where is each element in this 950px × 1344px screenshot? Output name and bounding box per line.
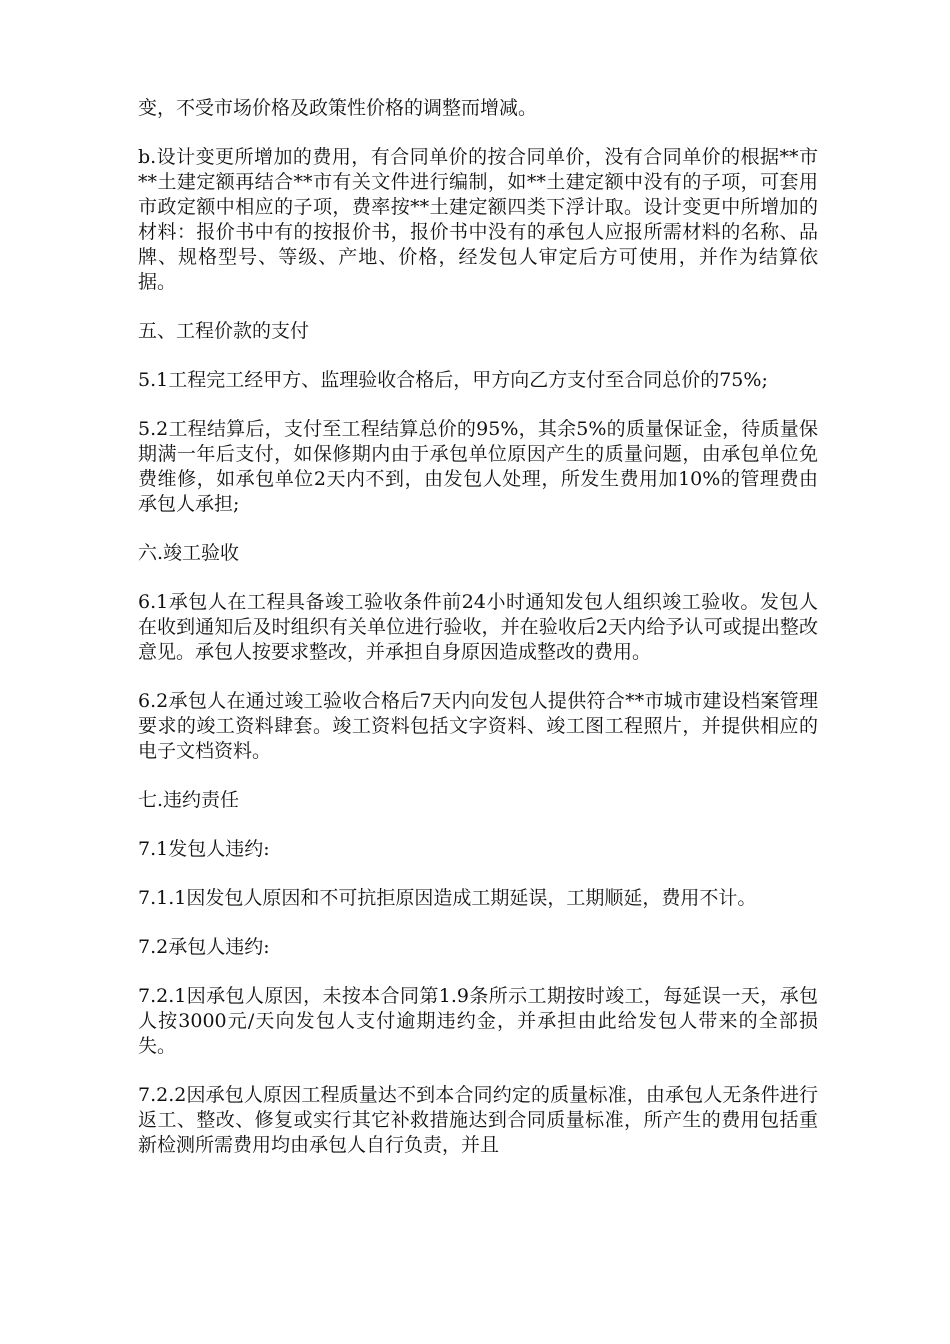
paragraph-clause-7-1-1: 7.1.1因发包人原因和不可抗拒原因造成工期延误，工期顺延，费用不计。 (138, 887, 757, 909)
section-heading-liability: 七.违约责任 (138, 789, 240, 811)
paragraph-clause-7-2-1: 7.2.1因承包人原因，未按本合同第1.9条所示工期按时竣工，每延误一天，承包人按3000元/天向发包人支付逾期违约金，并承担由此给发包人带来的全部损失。 (138, 985, 818, 1057)
paragraph-clause-5-1: 5.1工程完工经甲方、监理验收合格后，甲方向乙方支付至合同总价的75%; (138, 369, 768, 391)
section-heading-payment: 五、工程价款的支付 (138, 320, 310, 342)
paragraph-clause-7-1: 7.1发包人违约: (138, 838, 270, 860)
section-heading-acceptance: 六.竣工验收 (138, 542, 240, 564)
paragraph-clause-6-1: 6.1承包人在工程具备竣工验收条件前24小时通知发包人组织竣工验收。发包人在收到通知后及时组织有关单位进行验收，并在验收后2天内给予认可或提出整改意见。承包人按要求整改，并承担自身原因造成整改的费用。 (138, 591, 818, 663)
document-page (138, 96, 818, 1182)
paragraph-price-adjustment: 变，不受市场价格及政策性价格的调整而增减。 (138, 97, 538, 119)
paragraph-clause-6-2: 6.2承包人在通过竣工验收合格后7天内向发包人提供符合**市城市建设档案管理要求的竣工资料肆套。竣工资料包括文字资料、竣工图工程照片，并提供相应的电子文档资料。 (138, 690, 818, 762)
paragraph-clause-7-2-2: 7.2.2因承包人原因工程质量达不到本合同约定的质量标准，由承包人无条件进行返工、整改、修复或实行其它补救措施达到合同质量标准，所产生的费用包括重新检测所需费用均由承包人自行负责，并且 (138, 1084, 818, 1156)
paragraph-design-change-costs: b.设计变更所增加的费用，有合同单价的按合同单价，没有合同单价的根据**市**土建定额再结合**市有关文件进行编制，如**土建定额中没有的子项，可套用市政定额中相应的子项，费率按**土建定额四类下浮计取。设计变更中所增加的材料：报价书中有的按报价书，报价书中没有的承包人应报所需材料的名称、品牌、规格型号、等级、产地、价格，经发包人审定后方可使用，并作为结算依据。 (138, 146, 818, 293)
paragraph-clause-7-2: 7.2承包人违约: (138, 936, 270, 958)
paragraph-clause-5-2: 5.2工程结算后，支付至工程结算总价的95%，其余5%的质量保证金，待质量保期满一年后支付，如保修期内由于承包单位原因产生的质量问题，由承包单位免费维修，如承包单位2天内不到，由发包人处理，所发生费用加10%的管理费由承包人承担; (138, 418, 818, 515)
